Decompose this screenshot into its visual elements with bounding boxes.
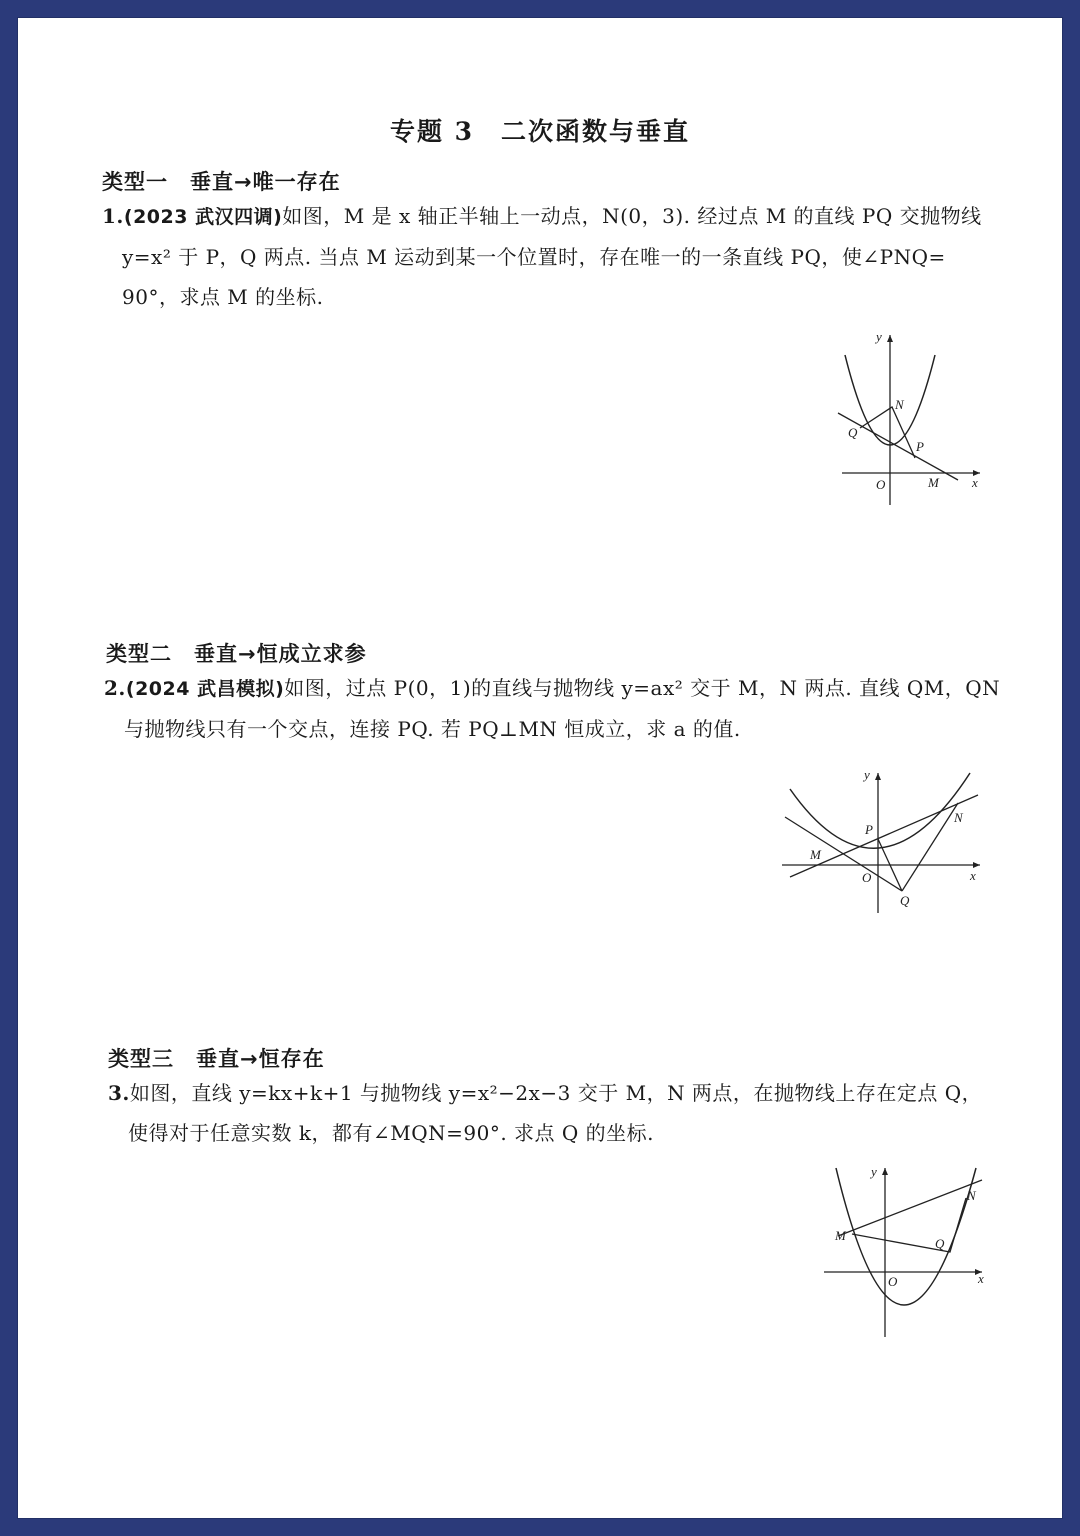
fig1-label-m: M [928, 475, 939, 490]
problem-1-text-1: 如图，M 是 x 轴正半轴上一动点，N(0，3). 经过点 M 的直线 PQ 交抛物线 [282, 204, 982, 228]
fig2-label-q: Q [900, 893, 910, 908]
problem-3 [108, 1073, 982, 1153]
fig2-label-n: N [954, 810, 963, 825]
problem-3-line-1 [108, 1073, 982, 1113]
fig1-label-p: P [916, 439, 924, 454]
problem-2-line-2: 与抛物线只有一个交点，连接 PQ. 若 PQ⊥MN 恒成立，求 a 的值. [124, 717, 741, 741]
section-heading-3: 类型三 垂直→恒存在 [108, 1047, 325, 1071]
fig3-label-q: Q [935, 1236, 945, 1251]
problem-1-line-1 [102, 196, 982, 237]
problem-1 [102, 196, 982, 317]
problem-3-text-1: 如图，直线 y=kx+k+1 与抛物线 y=x²−2x−3 交于 M，N 两点，在抛物线上存在定点 Q， [129, 1081, 983, 1105]
fig1-line-pq [838, 413, 958, 480]
problem-2-number: 2. [104, 676, 126, 700]
problem-1-line-2: y=x² 于 P，Q 两点. 当点 M 运动到某一个位置时，存在唯一的一条直线 PQ，使∠PNQ= [122, 245, 946, 269]
fig1-label-x: x [972, 475, 978, 490]
fig3-label-n: N [967, 1188, 976, 1203]
problem-1-number: 1. [102, 204, 124, 228]
figure-1 [830, 325, 990, 510]
fig3-segments-mqn [852, 1198, 966, 1252]
problem-2 [104, 668, 1000, 749]
fig1-label-q: Q [848, 425, 858, 440]
fig2-label-x: x [970, 868, 976, 883]
figure-3 [820, 1162, 990, 1342]
figure-2 [780, 765, 990, 915]
problem-1-source: (2023 武汉四调) [123, 206, 283, 228]
fig3-label-o: O [888, 1274, 898, 1289]
fig2-label-y: y [864, 767, 870, 782]
fig3-label-m: M [835, 1228, 846, 1243]
fig2-label-p: P [865, 822, 873, 837]
problem-2-text-1: 如图，过点 P(0，1)的直线与抛物线 y=ax² 交于 M，N 两点. 直线 QM，QN [284, 676, 1001, 700]
fig1-y-arrow [887, 335, 893, 342]
section-heading-1: 类型一 垂直→唯一存在 [102, 170, 341, 194]
section-heading-2: 类型二 垂直→恒成立求参 [106, 642, 367, 666]
fig3-label-x: x [978, 1271, 984, 1286]
fig1-label-n: N [895, 397, 904, 412]
problem-3-number: 3. [108, 1081, 130, 1105]
fig3-y-arrow [882, 1168, 888, 1175]
fig3-label-y: y [871, 1164, 877, 1179]
fig1-label-y: y [876, 329, 882, 344]
fig1-label-o: O [876, 477, 886, 492]
fig2-y-arrow [875, 773, 881, 780]
problem-2-line-1 [104, 668, 1000, 709]
fig3-line-mn [838, 1180, 982, 1236]
page-title: 专题 3 二次函数与垂直 [389, 117, 691, 146]
problem-3-line-2: 使得对于任意实数 k，都有∠MQN=90°. 求点 Q 的坐标. [128, 1121, 654, 1145]
fig2-label-o: O [862, 870, 872, 885]
problem-1-line-3: 90°，求点 M 的坐标. [122, 285, 324, 309]
problem-2-source: (2024 武昌模拟) [125, 678, 285, 700]
fig2-label-m: M [810, 847, 821, 862]
